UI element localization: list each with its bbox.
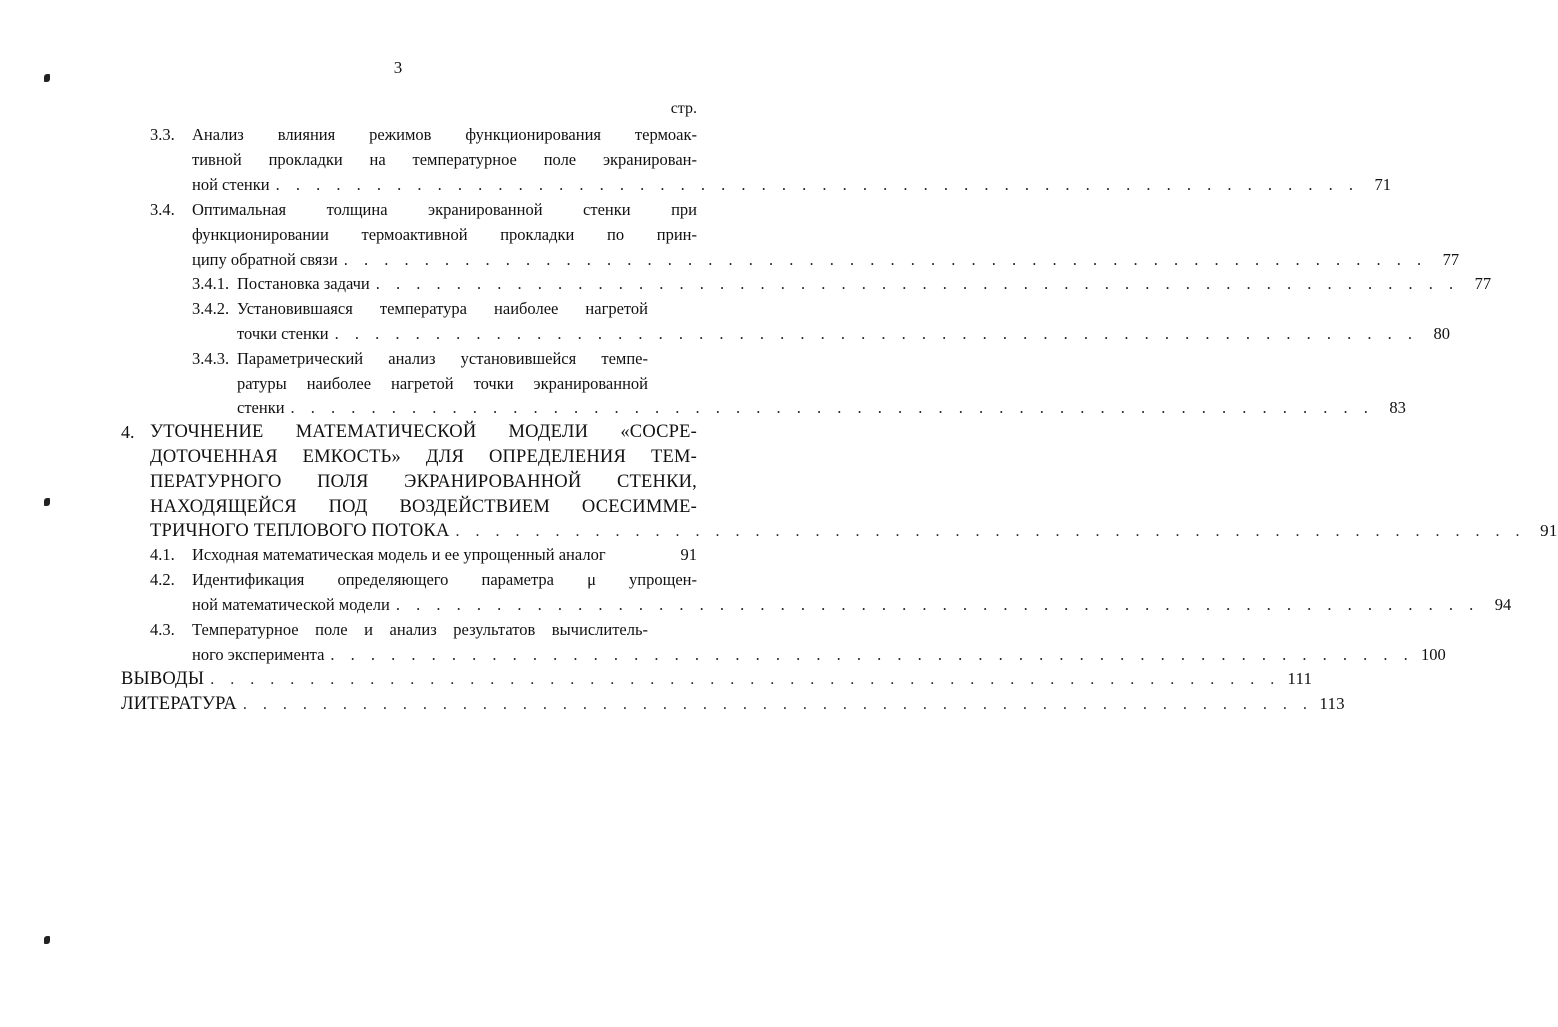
toc-entry-last-line[interactable] [237, 397, 1406, 419]
entry-number: 3.4.2. [192, 299, 230, 318]
entry-number: 3.4. [150, 200, 175, 219]
toc-entry-last-line[interactable] [192, 249, 1460, 271]
leader-dots: . . . . . . . . . . . . . . . . . . . . . . . . . . . . . . . . . . . . . . . . . . . . . . . . . . . . . . [275, 175, 1359, 194]
toc-entry-last-line[interactable] [192, 644, 1446, 666]
leader-dots: . . . . . . . . . . . . . . . . . . . . . . . . . . . . . . . . . . . . . . . . . . . . . . . . . . . . . . [330, 645, 1414, 664]
entry-text-line: Установившаяся температура наиболее нагретой [237, 299, 648, 318]
binding-mark-top [44, 74, 50, 82]
entry-page: 80 [1433, 324, 1450, 343]
toc-entry-last-line[interactable] [192, 544, 697, 566]
entry-page: 77 [1442, 250, 1460, 269]
entry-page: 91 [680, 545, 697, 564]
entry-text-line: ципу обратной связи [192, 250, 338, 269]
entry-text-line: Идентификация определяющего параметра μ упрощен- [192, 570, 697, 589]
leader-dots: . . . . . . . . . . . . . . . . . . . . . . . . . . . . . . . . . . . . . . . . . . . . . . . . . . . . . . [455, 523, 1526, 540]
chapter-title-line: ТРИЧНОГО ТЕПЛОВОГО ПОТОКА [150, 521, 450, 541]
entry-text-line: ратуры наиболее нагретой точки экранированной [237, 374, 648, 393]
leader-dots: . . . . . . . . . . . . . . . . . . . . . . . . . . . . . . . . . . . . . . . . . . . . . . . . . . . . . . [334, 324, 1418, 343]
chapter-title-line: ПЕРАТУРНОГО ПОЛЯ ЭКРАНИРОВАННОЙ СТЕНКИ, [150, 472, 697, 492]
chapter-number: 4. [121, 422, 135, 442]
entry-text-line: точки стенки [237, 324, 329, 343]
entry-page: 77 [1474, 274, 1492, 293]
entry-page: 113 [1319, 694, 1345, 713]
page-column-label: стр. [670, 100, 697, 117]
entry-text-line: Температурное поле и анализ результатов вычислитель- [192, 620, 648, 639]
entry-page: 83 [1389, 398, 1406, 417]
entry-text-line: ной математической модели [192, 595, 390, 614]
entry-number: 3.4.1. [192, 274, 230, 293]
entry-text-line: Исходная математическая модель и ее упрощенный аналог [192, 545, 606, 564]
chapter-title-line: НАХОДЯЩЕЙСЯ ПОД ВОЗДЕЙСТВИЕМ ОСЕСИММЕ- [150, 497, 697, 517]
entry-text-line: ЛИТЕРАТУРА [121, 694, 237, 714]
entry-number: 4.1. [150, 545, 175, 564]
toc-entry-last-line[interactable] [150, 518, 1558, 544]
entry-page: 94 [1494, 595, 1512, 614]
entry-text-line: ной стенки [192, 175, 270, 194]
entry-number: 4.3. [150, 620, 175, 639]
toc-entry-last-line[interactable] [237, 323, 1450, 345]
leader-dots: . . . . . . . . . . . . . . . . . . . . . . . . . . . . . . . . . . . . . . . . . . . . . . . . . . . . . . [343, 250, 1428, 269]
entry-text-line: ВЫВОДЫ [121, 669, 205, 689]
toc-entry-conclusions[interactable] [121, 666, 1313, 692]
entry-text-line: стенки [237, 398, 285, 417]
toc-entry-last-line[interactable] [192, 174, 1391, 196]
entry-text-line: ного эксперимента [192, 645, 325, 664]
entry-text-line: тивной прокладки на температурное поле экранирован- [192, 150, 697, 169]
leader-dots: . . . . . . . . . . . . . . . . . . . . . . . . . . . . . . . . . . . . . . . . . . . . . . . . . . . . . . [375, 274, 1460, 293]
entry-page: 111 [1287, 669, 1313, 688]
toc-entry-references[interactable] [121, 691, 1345, 717]
leader-dots: . . . . . . . . . . . . . . . . . . . . . . . . . . . . . . . . . . . . . . . . . . . . . . . . . . . . . . [290, 398, 1374, 417]
entry-number: 3.4.3. [192, 349, 230, 368]
toc-entry-last-line[interactable] [192, 594, 1512, 616]
entry-number: 3.3. [150, 125, 175, 144]
entry-page: 100 [1421, 645, 1446, 664]
binding-mark-middle [44, 498, 50, 506]
entry-text-line: функционировании термоактивной прокладки по прин- [192, 225, 697, 244]
leader-dots: . . . . . . . . . . . . . . . . . . . . . . . . . . . . . . . . . . . . . . . . . . . . . . . . . . . . . . [395, 595, 1480, 614]
binding-mark-bottom [44, 936, 50, 944]
entry-number: 4.2. [150, 570, 175, 589]
entry-text-line: Параметрический анализ установившейся темпе- [237, 349, 648, 368]
entry-text-line: Анализ влияния режимов функционирования термоак- [192, 125, 697, 144]
chapter-title-line: УТОЧНЕНИЕ МАТЕМАТИЧЕСКОЙ МОДЕЛИ «СОСРЕ- [150, 422, 697, 442]
leader-dots: . . . . . . . . . . . . . . . . . . . . . . . . . . . . . . . . . . . . . . . . . . . . . . . . . . . . . . [210, 671, 1281, 688]
entry-page: 91 [1540, 521, 1558, 540]
entry-page: 71 [1374, 175, 1391, 194]
chapter-title-line: ДОТОЧЕННАЯ ЕМКОСТЬ» ДЛЯ ОПРЕДЕЛЕНИЯ ТЕМ- [150, 447, 697, 467]
page-number: 3 [393, 58, 403, 77]
toc-entry-last-line[interactable] [237, 273, 1492, 295]
entry-text-line: Постановка задачи [237, 274, 370, 293]
entry-text-line: Оптимальная толщина экранированной стенки при [192, 200, 697, 219]
leader-dots: . . . . . . . . . . . . . . . . . . . . . . . . . . . . . . . . . . . . . . . . . . . . . . . . . . . . . . [242, 696, 1313, 713]
